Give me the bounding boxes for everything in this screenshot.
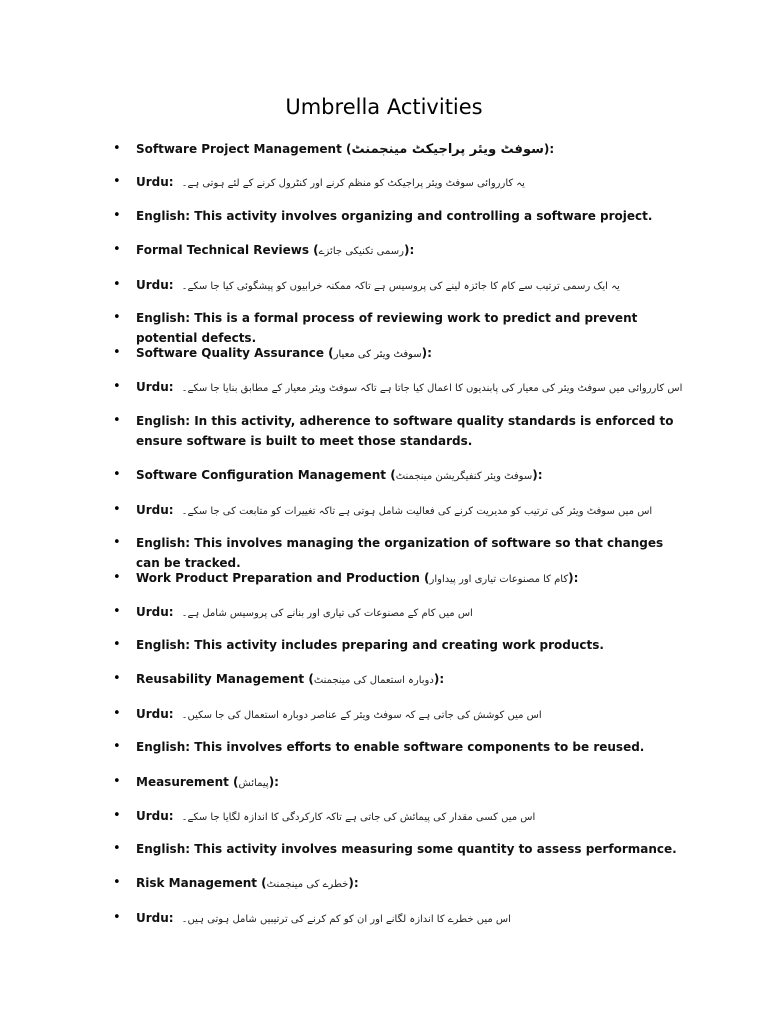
urdu-label: Urdu: bbox=[136, 605, 174, 619]
activity-heading-label: Risk Management bbox=[136, 876, 257, 890]
bullet-icon: • bbox=[113, 535, 121, 550]
english-text: English: This is a formal process of reviewing work to predict and prevent potential defects. bbox=[136, 311, 638, 345]
english-text: English: This involves efforts to enable software components to be reused. bbox=[136, 740, 645, 754]
list-item: • Measurement (پیمائش): bbox=[136, 772, 686, 794]
activity-heading-urdu: سوفٹ ویئر کنفیگریشن مینجمنٹ bbox=[395, 471, 533, 482]
bullet-icon: • bbox=[113, 910, 121, 925]
urdu-label: Urdu: bbox=[136, 911, 174, 925]
urdu-label: Urdu: bbox=[136, 707, 174, 721]
urdu-label: Urdu: bbox=[136, 809, 174, 823]
bullet-icon: • bbox=[113, 242, 121, 257]
english-text: English: This activity involves measuring some quantity to assess performance. bbox=[136, 842, 677, 856]
list-item bbox=[113, 377, 686, 399]
urdu-label: Urdu: bbox=[136, 278, 174, 292]
bullet-icon: • bbox=[113, 502, 121, 517]
list-item: • Software Configuration Management (سوفٹ ویئر کنفیگریشن مینجمنٹ): bbox=[136, 465, 686, 487]
list-item bbox=[113, 737, 686, 757]
list-item bbox=[113, 704, 686, 726]
activity-heading-urdu: خطرے کی مینجمنٹ bbox=[266, 879, 349, 890]
list-item bbox=[113, 839, 686, 859]
activity-heading-label: Software Quality Assurance bbox=[136, 346, 324, 360]
urdu-text: یہ کارروائی سوفٹ ویئر پراجیکٹ کو منظم کرنے اور کنٹرول کرنے کے لئے ہوتی ہے۔ bbox=[181, 178, 525, 189]
list-item: • Reusability Management (دوبارہ استعمال کی مینجمنٹ): bbox=[136, 669, 686, 691]
bullet-icon: • bbox=[113, 277, 121, 292]
urdu-text: یہ ایک رسمی ترتیب سے کام کا جائزہ لینے کی پروسیس ہے تاکہ ممکنہ خرابیوں کو پیشگوئی کیا جا سکے۔ bbox=[181, 281, 620, 292]
bullet-icon: • bbox=[113, 604, 121, 619]
activity-heading-urdu: کام کا مصنوعات تیاری اور پیداوار bbox=[429, 574, 569, 585]
bullet-icon: • bbox=[113, 467, 121, 482]
list-item bbox=[113, 172, 686, 194]
list-item: • Work Product Preparation and Production (کام کا مصنوعات تیاری اور پیداوار): bbox=[136, 568, 686, 590]
english-text: English: This activity includes preparing and creating work products. bbox=[136, 638, 604, 652]
activity-heading-label: Formal Technical Reviews bbox=[136, 243, 309, 257]
bullet-icon: • bbox=[113, 570, 121, 585]
urdu-text: اس میں خطرے کا اندازہ لگانے اور ان کو کم کرنے کی ترتیبیں شامل ہوتی ہیں۔ bbox=[181, 914, 511, 925]
bullet-icon: • bbox=[113, 808, 121, 823]
activity-heading-urdu: سوفٹ ویئر پراجیکٹ مینجمنٹ bbox=[351, 142, 544, 157]
list-item bbox=[113, 206, 686, 226]
list-item: • Formal Technical Reviews (رسمی تکنیکی جائزے): bbox=[136, 240, 686, 262]
list-item bbox=[113, 908, 686, 930]
urdu-label: Urdu: bbox=[136, 503, 174, 517]
bullet-icon: • bbox=[113, 706, 121, 721]
activity-heading-label: Work Product Preparation and Production bbox=[136, 571, 420, 585]
bullet-icon: • bbox=[113, 841, 121, 856]
urdu-label: Urdu: bbox=[136, 380, 174, 394]
urdu-text: اس میں کام کے مصنوعات کی تیاری اور بنانے کی پروسیس شامل ہے۔ bbox=[181, 608, 473, 619]
list-item bbox=[113, 533, 686, 573]
bullet-icon: • bbox=[113, 141, 121, 156]
urdu-text: اس میں کسی مقدار کی پیمائش کی جاتی ہے تاکہ کارکردگی کا اندازہ لگایا جا سکے۔ bbox=[181, 812, 536, 823]
list-item: • Software Quality Assurance (سوفٹ ویئر کی معیار): bbox=[136, 343, 686, 365]
bullet-icon: • bbox=[113, 774, 121, 789]
bullet-icon: • bbox=[113, 413, 121, 428]
list-item bbox=[113, 308, 686, 348]
urdu-label: Urdu: bbox=[136, 175, 174, 189]
list-item bbox=[113, 500, 686, 522]
bullet-icon: • bbox=[113, 671, 121, 686]
bullet-icon: • bbox=[113, 379, 121, 394]
activity-heading-urdu: رسمی تکنیکی جائزے bbox=[318, 246, 404, 257]
english-text: English: This activity involves organizing and controlling a software project. bbox=[136, 209, 653, 223]
english-text: English: This involves managing the organization of software so that changes can be tracked. bbox=[136, 536, 664, 570]
activity-heading-label: Software Project Management bbox=[136, 142, 342, 156]
list-item bbox=[113, 411, 686, 451]
list-item bbox=[113, 806, 686, 828]
activity-heading-urdu: دوبارہ استعمال کی مینجمنٹ bbox=[313, 675, 434, 686]
urdu-text: اس میں سوفٹ ویئر کی ترتیب کو مدیریت کرنے کی فعالیت شامل ہوتی ہے تاکہ تغییرات کو متابعت کی جا سکے۔ bbox=[181, 506, 653, 517]
bullet-icon: • bbox=[113, 345, 121, 360]
activity-heading-urdu: پیمائش bbox=[238, 778, 269, 789]
activity-heading-label: Software Configuration Management bbox=[136, 468, 387, 482]
bullet-icon: • bbox=[113, 739, 121, 754]
urdu-text: اس میں کوشش کی جاتی ہے کہ سوفٹ ویئر کے عناصر دوبارہ استعمال کی جا سکیں۔ bbox=[181, 710, 542, 721]
list-item bbox=[113, 602, 686, 624]
bullet-icon: • bbox=[113, 875, 121, 890]
english-text: English: In this activity, adherence to software quality standards is enforced to ensure software is built to meet those standards. bbox=[136, 414, 674, 448]
activity-heading-urdu: سوفٹ ویئر کی معیار bbox=[333, 349, 422, 360]
list-item bbox=[113, 635, 686, 655]
activity-heading-label: Reusability Management bbox=[136, 672, 305, 686]
bullet-icon: • bbox=[113, 174, 121, 189]
bullet-icon: • bbox=[113, 637, 121, 652]
urdu-text: اس کارروائی میں سوفٹ ویئر کی معیار کی پابندیوں کا اعمال کیا جاتا ہے تاکہ سوفٹ ویئر معیار کے مطابق بنایا جا سکے۔ bbox=[181, 383, 683, 394]
list-item: • Risk Management (خطرے کی مینجمنٹ): bbox=[136, 873, 686, 895]
list-item: • Software Project Management (سوفٹ ویئر پراجیکٹ مینجمنٹ): bbox=[113, 141, 555, 157]
bullet-icon: • bbox=[113, 310, 121, 325]
document-title: Umbrella Activities bbox=[285, 95, 483, 119]
bullet-icon: • bbox=[113, 208, 121, 223]
list-item bbox=[113, 275, 686, 297]
activity-heading-label: Measurement bbox=[136, 775, 229, 789]
